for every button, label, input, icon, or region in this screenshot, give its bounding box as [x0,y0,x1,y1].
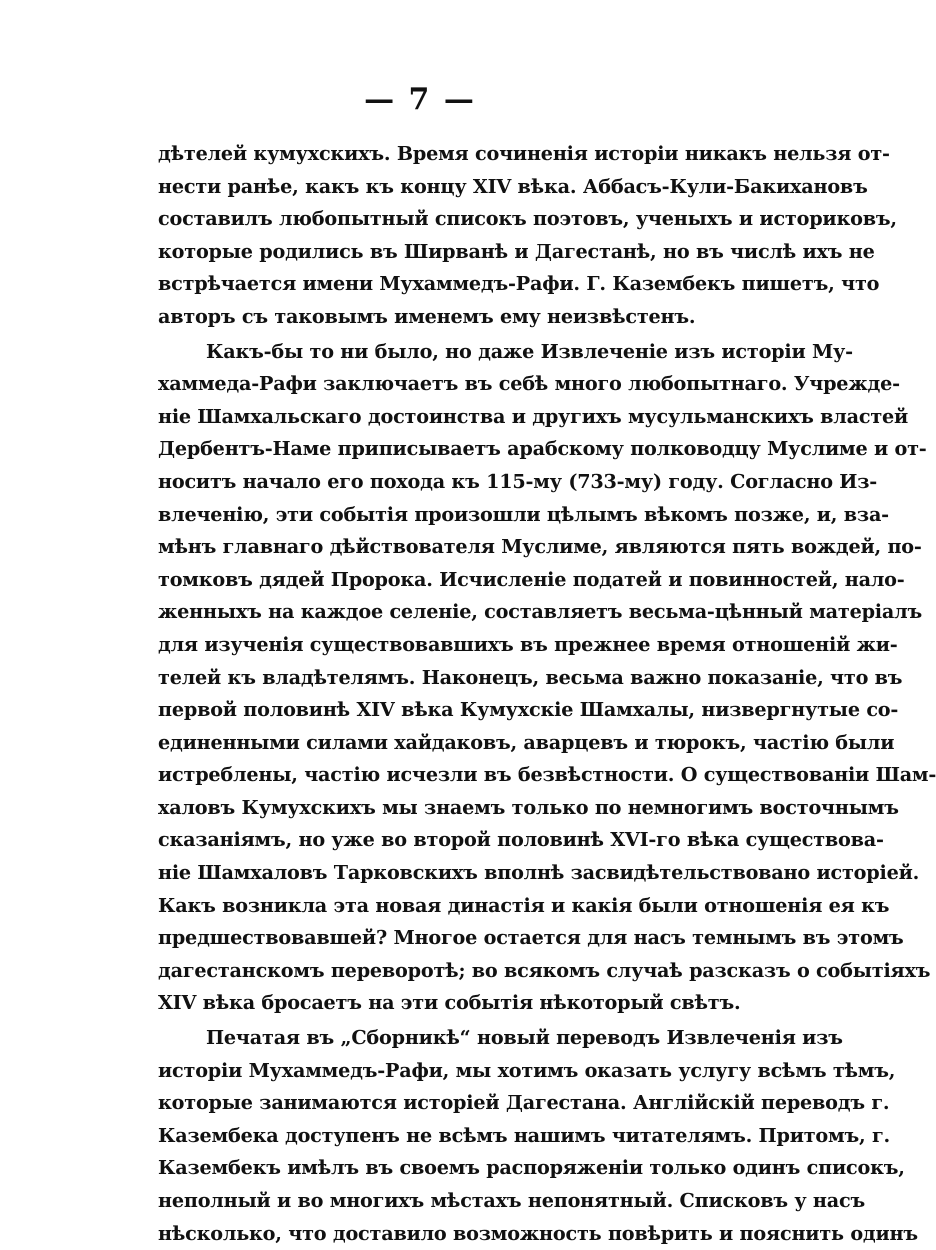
text-line: XIV вѣка бросаетъ на эти событія нѣкоторый свѣтъ. [158,991,741,1015]
text-line: женныхъ на каждое селеніе, составляетъ весьма-цѣнный матеріалъ [158,600,922,624]
text-line: Какъ-бы то ни было, но даже Извлеченіе изъ исторіи Му- [206,339,853,363]
text-line: влеченію, эти событія произошли цѣлымъ вѣкомъ позже, и, вза- [158,502,889,526]
text-line: которые занимаются исторіей Дагестана. Англійскій переводъ г. [158,1091,890,1115]
text-line: ніе Шамхальскаго достоинства и другихъ мусульманскихъ властей [158,404,909,428]
text-line: нести ранѣе, какъ къ концу XIV вѣка. Аббасъ-Кули-Бакихановъ [158,174,868,198]
text-line: авторъ съ таковымъ именемъ ему неизвѣстенъ. [158,304,696,328]
text-line: встрѣчается имени Мухаммедъ-Рафи. Г. Казембекъ пишетъ, что [158,272,880,296]
text-line: Казембека доступенъ не всѣмъ нашимъ читателямъ. Притомъ, г. [158,1123,890,1147]
text-line: Дербентъ-Наме приписываетъ арабскому полководцу Муслиме и от- [158,437,927,461]
text-line: Какъ возникла эта новая династія и какія были отношенія ея къ [158,893,890,917]
page-number: — 7 — [364,82,476,117]
text-line: дагестанскомъ переворотѣ; во всякомъ случаѣ разсказъ о событіяхъ [158,958,931,982]
text-line: истреблены, частію исчезли въ безвѣстности. О существованіи Шам- [158,763,936,787]
text-line: Печатая въ „Сборникѣ“ новый переводъ Извлеченія изъ [206,1026,843,1050]
text-line: носитъ начало его похода къ 115-му (733-му) году. Согласно Из- [158,469,878,493]
body-text [158,138,936,1250]
text-line: мѣнъ главнаго дѣйствователя Муслиме, являются пять вождей, по- [158,535,922,559]
text-line: ніе Шамхаловъ Тарковскихъ вполнѣ засвидѣтельствовано исторіей. [158,861,920,885]
text-line: сказаніямъ, но уже во второй половинѣ XVI-го вѣка существова- [158,828,884,852]
paragraph [158,1022,918,1250]
text-line: предшествовавшей? Многое остается для насъ темнымъ въ этомъ [158,926,904,950]
text-line: Казембекъ имѣлъ въ своемъ распоряженіи только одинъ списокъ, [158,1156,905,1180]
text-line: которые родились въ Ширванѣ и Дагестанѣ, но въ числѣ ихъ не [158,239,875,263]
paragraph [158,138,897,334]
text-line: халовъ Кумухскихъ мы знаемъ только по немногимъ восточнымъ [158,795,899,819]
text-line: дѣтелей кумухскихъ. Время сочиненія исторіи никакъ нельзя от- [158,142,890,165]
text-line: неполный и во многихъ мѣстахъ непонятный. Списковъ у насъ [158,1189,865,1212]
text-line: исторіи Мухаммедъ-Рафи, мы хотимъ оказать услугу всѣмъ тѣмъ, [158,1058,896,1082]
text-line: нѣсколько, что доставило возможность повѣрить и пояснить одинъ [158,1221,918,1245]
text-line: первой половинѣ XIV вѣка Кумухскіе Шамхалы, низвергнутые со- [158,698,899,722]
text-line: хаммеда-Рафи заключаетъ въ себѣ много любопытнаго. Учрежде- [158,372,900,396]
paragraph [158,336,936,1020]
text-line: томковъ дядей Пророка. Исчисленіе податей и повинностей, нало- [158,567,905,591]
text-line: составилъ любопытный списокъ поэтовъ, ученыхъ и историковъ, [158,207,897,231]
text-line: для изученія существовавшихъ въ прежнее время отношеній жи- [158,632,898,656]
text-line: телей къ владѣтелямъ. Наконецъ, весьма важно показаніе, что въ [158,665,903,689]
text-line: единенными силами хайдаковъ, аварцевъ и тюрокъ, частію были [158,730,895,754]
